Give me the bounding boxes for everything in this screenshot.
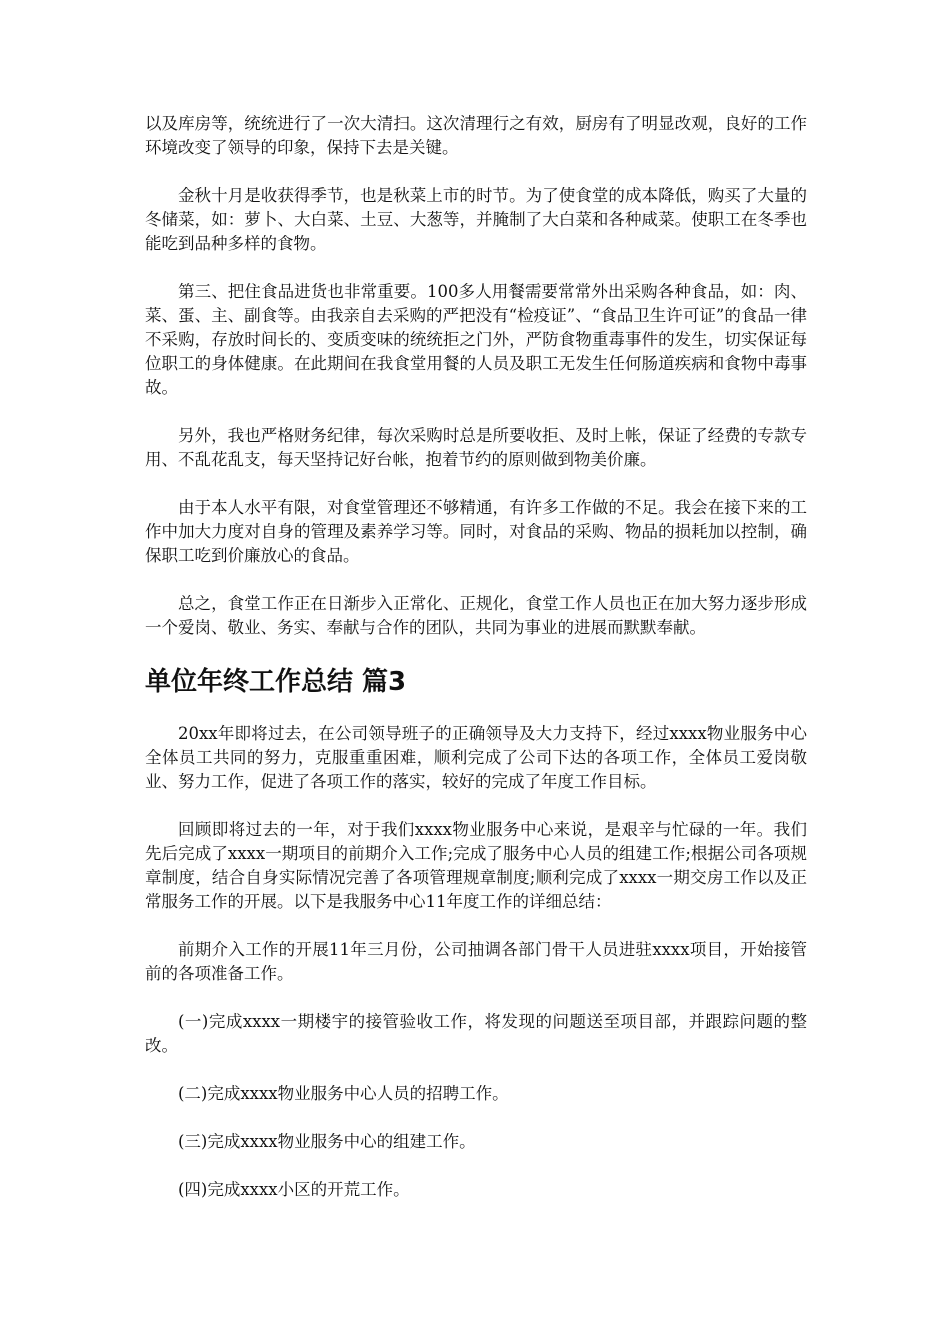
section-after bbox=[145, 722, 807, 1202]
document-body bbox=[145, 112, 807, 1226]
body-paragraph: 20xx年即将过去，在公司领导班子的正确领导及大力支持下，经过xxxx物业服务中心全体员工共同的努力，克服重重困难，顺利完成了公司下达的各项工作，全体员工爱岗敬业、努力工作，促进了各项工作的落实，较好的完成了年度工作目标。 bbox=[145, 724, 807, 791]
body-paragraph: 以及库房等，统统进行了一次大清扫。这次清理行之有效，厨房有了明显改观，良好的工作环境改变了领导的印象，保持下去是关键。 bbox=[145, 114, 807, 157]
body-paragraph: (四)完成xxxx小区的开荒工作。 bbox=[178, 1180, 410, 1199]
body-paragraph: 另外，我也严格财务纪律，每次采购时总是所要收拒、及时上帐，保证了经费的专款专用、不乱花乱支，每天坚持记好台帐，抱着节约的原则做到物美价廉。 bbox=[145, 426, 807, 469]
body-paragraph: 金秋十月是收获得季节，也是秋菜上市的时节。为了使食堂的成本降低，购买了大量的冬储菜，如：萝卜、大白菜、土豆、大葱等，并腌制了大白菜和各种咸菜。使职工在冬季也能吃到品种多样的食物。 bbox=[145, 186, 807, 253]
body-paragraph: 前期介入工作的开展11年三月份，公司抽调各部门骨干人员进驻xxxx项目，开始接管前的各项准备工作。 bbox=[145, 940, 807, 983]
body-paragraph: (一)完成xxxx一期楼宇的接管验收工作，将发现的问题送至项目部，并跟踪问题的整改。 bbox=[145, 1012, 807, 1055]
body-paragraph: (三)完成xxxx物业服务中心的组建工作。 bbox=[178, 1132, 476, 1151]
body-paragraph: 第三、把住食品进货也非常重要。100多人用餐需要常常外出采购各种食品，如：肉、菜、蛋、主、副食等。由我亲自去采购的严把没有“检疫证”、“食品卫生许可证”的食品一律不采购，存放时间长的、变质变味的统统拒之门外，严防食物重毒事件的发生，切实保证每位职工的身体健康。在此期间在我食堂用餐的人员及职工无发生任何肠道疾病和食物中毒事故。 bbox=[145, 282, 807, 397]
section-before bbox=[145, 112, 807, 640]
section-heading: 单位年终工作总结 篇3 bbox=[145, 667, 407, 697]
body-paragraph: (二)完成xxxx物业服务中心人员的招聘工作。 bbox=[178, 1084, 509, 1103]
body-paragraph: 回顾即将过去的一年，对于我们xxxx物业服务中心来说，是艰辛与忙碌的一年。我们先后完成了xxxx一期项目的前期介入工作;完成了服务中心人员的组建工作;根据公司各项规章制度，结合自身实际情况完善了各项管理规章制度;顺利完成了xxxx一期交房工作以及正常服务工作的开展。以下是我服务中心11年度工作的详细总结： bbox=[145, 820, 807, 911]
body-paragraph: 由于本人水平有限，对食堂管理还不够精通，有许多工作做的不足。我会在接下来的工作中加大力度对自身的管理及素养学习等。同时，对食品的采购、物品的损耗加以控制，确保职工吃到价廉放心的食品。 bbox=[145, 498, 807, 565]
body-paragraph: 总之，食堂工作正在日渐步入正常化、正规化，食堂工作人员也正在加大努力逐步形成一个爱岗、敬业、务实、奉献与合作的团队，共同为事业的进展而默默奉献。 bbox=[145, 594, 807, 637]
